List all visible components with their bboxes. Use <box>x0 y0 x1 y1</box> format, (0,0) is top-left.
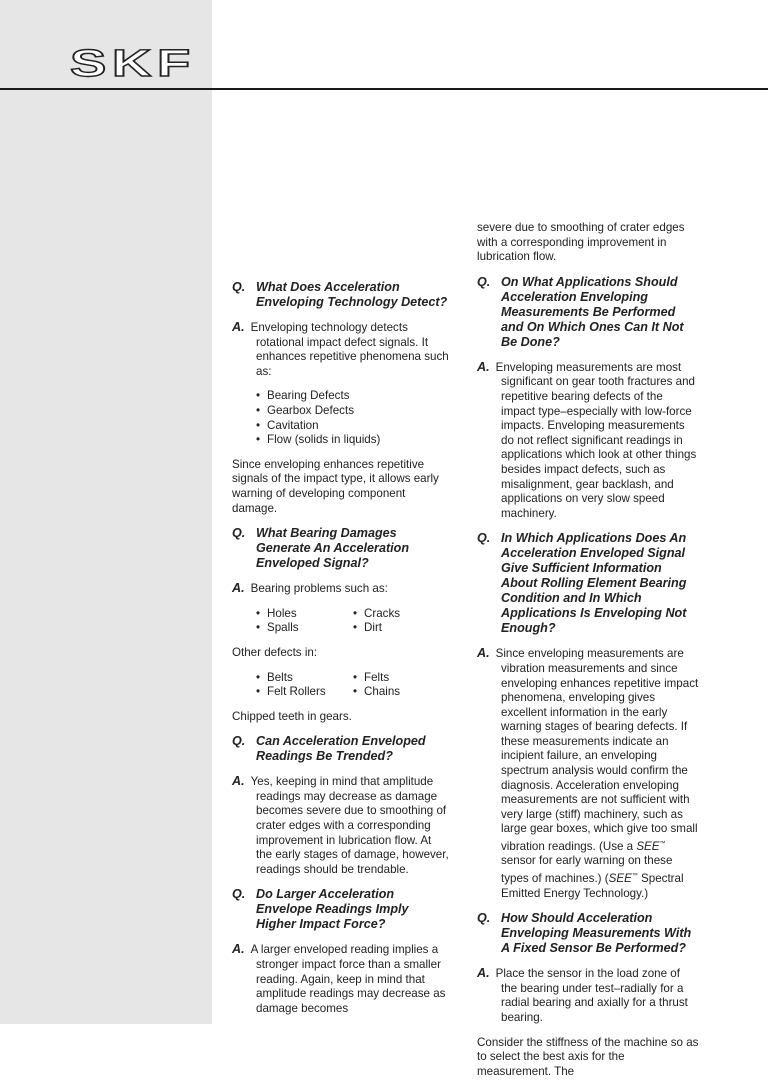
list-item: • Holes <box>256 607 353 622</box>
paragraph: Since enveloping enhances repetitive signals of the impact type, it allows early warning of developing component damage. <box>232 457 439 515</box>
list-item: • Felt Rollers <box>256 685 353 700</box>
answer-impact-force <box>232 942 450 1016</box>
question-marker: Q. <box>477 911 491 926</box>
answer-text: Yes, keeping in mind that amplitude readings may decrease as damage becomes severe due to smoothing of crater edges with a corresponding improvement in lubrication flow. At the early stages of damage, however, readings should be trendable. <box>250 775 449 876</box>
question-trended <box>232 734 450 764</box>
question-text: What Bearing Damages Generate An Acceleration Enveloped Signal? <box>256 526 410 571</box>
answer-text: Spectral Emitted Energy Technology.) <box>501 871 684 900</box>
paragraph: Chipped teeth in gears. <box>232 709 352 723</box>
question-applications <box>477 275 699 350</box>
answer-applications <box>477 360 699 522</box>
answer-text: sensor for early warning on these types of machines.) ( <box>501 854 673 885</box>
detect-list <box>232 389 450 447</box>
list-item: • Spalls <box>256 621 353 636</box>
answer-marker: A. <box>232 581 245 596</box>
question-sufficient-information <box>477 531 699 636</box>
answer-bearing-damages <box>232 581 450 597</box>
answer-what-detect <box>232 320 450 379</box>
question-marker: Q. <box>232 887 246 902</box>
list-item: • Dirt <box>353 621 453 636</box>
question-what-detect <box>232 280 450 310</box>
answer-marker: A. <box>232 774 245 789</box>
answer-fixed-sensor <box>477 966 699 1025</box>
question-impact-force <box>232 887 450 932</box>
answer-trended <box>232 774 450 877</box>
answer-text: A larger enveloped reading implies a stronger impact force than a smaller reading. Again, keep in mind that amplitude readings may decrease as damage becomes <box>250 943 446 1015</box>
column-left <box>232 280 450 1026</box>
question-text: Do Larger Acceleration Envelope Readings Imply Higher Impact Force? <box>256 887 409 932</box>
question-text: What Does Acceleration Enveloping Technology Detect? <box>256 280 448 309</box>
question-marker: Q. <box>232 280 246 294</box>
trademark-symbol: ™ <box>659 841 666 848</box>
question-marker: Q. <box>477 274 491 289</box>
paragraph: Consider the stiffness of the machine so as to select the best axis for the measurement. The <box>477 1035 699 1078</box>
svg-text:SKF: SKF <box>70 46 196 80</box>
left-margin-panel <box>0 0 212 1024</box>
list-item: • Belts <box>256 671 353 686</box>
list-item: • Felts <box>353 671 453 686</box>
answer-marker: A. <box>477 966 490 981</box>
trademark-symbol: ™ <box>631 873 638 880</box>
answer-marker: A. <box>477 646 490 661</box>
column-right <box>477 221 699 1089</box>
paragraph: Other defects in: <box>232 645 318 659</box>
question-bearing-damages <box>232 526 450 571</box>
answer-sufficient-information <box>477 646 699 901</box>
list-item: • Chains <box>353 685 453 700</box>
question-text: How Should Acceleration Enveloping Measurements With A Fixed Sensor Be Performed? <box>501 911 692 956</box>
header-rule <box>0 88 768 90</box>
answer-text: Bearing problems such as: <box>250 582 388 596</box>
list-item: • Cracks <box>353 607 453 622</box>
skf-logo <box>68 46 198 80</box>
question-marker: Q. <box>477 531 491 546</box>
paragraph: severe due to smoothing of crater edges with a corresponding improvement in lubrication flow. <box>477 221 685 264</box>
list-item: • Flow (solids in liquids) <box>256 433 450 448</box>
answer-marker: A. <box>477 359 490 374</box>
answer-marker: A. <box>232 320 245 334</box>
answer-text: Enveloping technology detects rotational impact defect signals. It enhances repetitive phenomena such as: <box>250 321 449 378</box>
question-marker: Q. <box>232 734 246 749</box>
question-marker: Q. <box>232 526 246 541</box>
answer-text: Enveloping measurements are most significant on gear tooth fractures and repetitive bearing defects of the impact type–especially with low-force impacts. Enveloping measurements do not reflect significant readings in applications which look at other things besides impact defects, such as misalignment, gear backlash, and applications on very slow speed machinery. <box>495 360 697 520</box>
answer-marker: A. <box>232 942 245 957</box>
see-trademark: SEE <box>636 839 660 853</box>
question-text: In Which Applications Does An Acceleration Enveloped Signal Give Sufficient Information About Rolling Element Bearing Condition and In Which Applications Is Enveloping Not Enough? <box>501 531 687 636</box>
question-fixed-sensor <box>477 911 699 956</box>
answer-text: Since enveloping measurements are vibration measurements and since enveloping enhances repetitive impact phenomena, enveloping gives excellent information in the early warning stages of bearing defects. If these measurements indicate an incipient failure, an enveloping spectrum analysis would confirm the diagnosis. Acceleration enveloping measurements are not sufficient with very large (stiff) machinery, such as large gear boxes, which give too small vibration readings. (Use a <box>495 647 699 853</box>
see-trademark: SEE <box>608 871 632 885</box>
question-text: On What Applications Should Acceleration Enveloping Measurements Be Performed and On Which Ones Can It Not Be Done? <box>501 274 684 349</box>
list-item: • Gearbox Defects <box>256 404 450 419</box>
list-item: • Cavitation <box>256 419 450 434</box>
bearing-problems-list <box>232 607 450 636</box>
list-item: • Bearing Defects <box>256 389 450 404</box>
other-defects-list <box>232 671 450 700</box>
answer-text: Place the sensor in the load zone of the bearing under test–radially for a radial bearing and axially for a thrust bearing. <box>495 967 688 1024</box>
question-text: Can Acceleration Enveloped Readings Be Trended? <box>256 734 426 764</box>
